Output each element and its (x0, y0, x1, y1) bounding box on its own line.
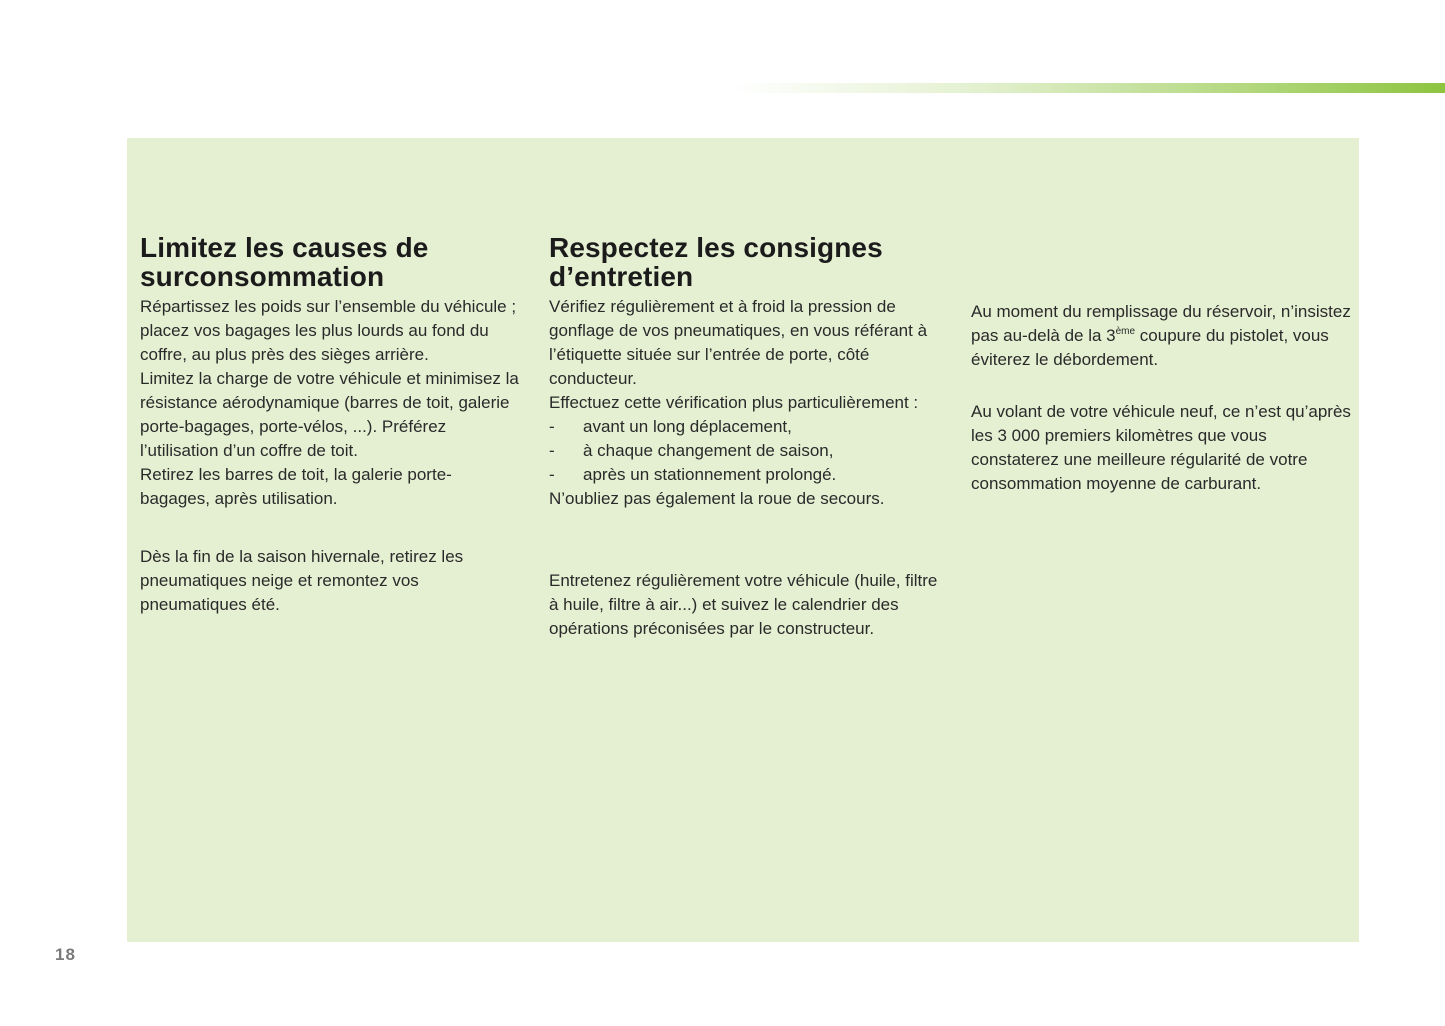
list-item-text: avant un long déplacement, (583, 417, 792, 436)
refuelling-text-b: coupure du pistolet, vous éviterez le débordement. (971, 326, 1329, 369)
title-line-2: surconsommation (140, 261, 385, 292)
paragraph-refuelling (971, 300, 1351, 372)
paragraph-spare-wheel: N’oubliez pas également la roue de secours. (549, 489, 885, 508)
paragraph-load-limit: Limitez la charge de votre véhicule et minimisez la résistance aérodynamique (barres de toit, galerie porte-bagages, porte-vélos, ...). Préférez l’utilisation d’un coffre de toit. (140, 369, 519, 460)
page-number: 18 (55, 945, 76, 964)
paragraph-tyre-pressure: Vérifiez régulièrement et à froid la pression de gonflage de vos pneumatiques, en vous référant à l’étiquette située sur l’entrée de porte, côté conducteur. (549, 297, 928, 388)
title-line-2: d’entretien (549, 261, 694, 292)
section-title-maintenance (549, 233, 949, 291)
content-panel (127, 138, 1359, 942)
paragraph-service-schedule: Entretenez régulièrement votre véhicule (huile, filtre à huile, filtre à air...) et suivez le calendrier des opérations préconisées par le constructeur. (549, 571, 938, 638)
list-item (549, 415, 949, 439)
paragraph-new-vehicle: Au volant de votre véhicule neuf, ce n’est qu’après les 3 000 premiers kilomètres que vous constaterez une meilleure régularité de votre consommation moyenne de carburant. (971, 402, 1351, 493)
refuelling-text-a: Au moment du remplissage du réservoir, n’insistez pas au-delà de la 3 (971, 302, 1351, 345)
paragraph-winter-tyres: Dès la fin de la saison hivernale, retirez les pneumatiques neige et remontez vos pneumatiques été. (140, 547, 464, 614)
title-line-1: Limitez les causes de (140, 232, 429, 263)
superscript-eme: ème (1115, 326, 1136, 337)
list-item-text: après un stationnement prolongé. (583, 465, 837, 484)
column-maintenance (549, 233, 949, 641)
paragraph-check-occasions: Effectuez cette vérification plus particulièrement : (549, 393, 919, 412)
paragraph-weight-distribution: Répartissez les poids sur l’ensemble du véhicule ; placez vos bagages les plus lourds au fond du coffre, au plus près des sièges arrière. (140, 297, 517, 364)
dash-marker: - (549, 465, 555, 484)
list-item (549, 439, 949, 463)
dash-marker: - (549, 441, 555, 460)
paragraph-remove-roof-bars: Retirez les barres de toit, la galerie porte-bagages, après utilisation. (140, 465, 452, 508)
list-item (549, 463, 949, 487)
column-refuelling (971, 300, 1351, 496)
section-title-overconsumption (140, 233, 520, 291)
list-item-text: à chaque changement de saison, (583, 441, 834, 460)
title-line-1: Respectez les consignes (549, 232, 883, 263)
column-fuel-overconsumption (140, 233, 520, 617)
header-accent-bar (730, 83, 1445, 93)
dash-marker: - (549, 417, 555, 436)
check-occasions-list (549, 415, 949, 487)
